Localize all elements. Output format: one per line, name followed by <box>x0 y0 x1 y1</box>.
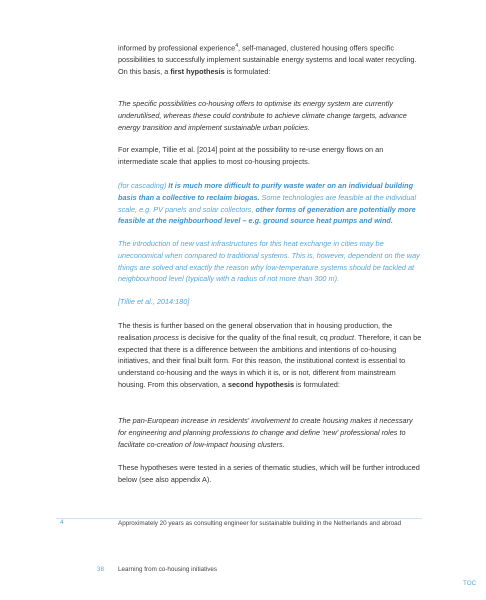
toc-link[interactable]: TOC <box>463 580 477 587</box>
second-hypothesis-label: second hypothesis <box>227 379 295 389</box>
paragraph-example: For example, Tillie et al. [2014] point at the possibility to re-use energy flows on an intermediate scale that applies to most co-housing projects. <box>118 145 384 166</box>
footnote-number: 4 <box>60 519 64 526</box>
intro-text: informed by professional experience <box>118 43 236 53</box>
first-hypothesis-label: first hypothesis <box>170 67 225 77</box>
paragraph-closing: These hypotheses were tested in a series of thematic studies, which will be further introduced below (see also appendix A). <box>118 463 420 484</box>
thesis-text-3: . Therefore, it can be expected that there is a difference between the ambitions and intentions of co-housing initiatives, and their final built form. For this reason, the institutional context is essential to understand co-housing and the ways in which it is, or is not, different from mainstream housing. From this observation, a <box>118 332 422 389</box>
footnote-ref[interactable]: 4 <box>235 43 239 49</box>
quote-infrastructure: The introduction of new vast infrastructures for this heat exchange in cities may be uneconomical when compared to traditional systems. This is, however, dependent on the way things are solved and exactly the reason why low-temperature systems should be tackled at neighbourhood level (typically with a radius of not more than 300 m). <box>118 239 420 284</box>
product-word: product <box>329 332 355 342</box>
hypothesis-one: The specific possibilities co-housing offers to optimise its energy system are currently underutilised, whereas these could contribute to achieve climate change targets, advance energy transition and implement sustainable urban policies. <box>118 99 407 132</box>
quote-prefix: (for cascading) <box>118 181 169 190</box>
footnote-text: Approximately 20 years as consulting engineer for sustainable building in the Netherlands and abroad <box>118 520 402 527</box>
paragraph-thesis <box>118 320 422 391</box>
paragraph-intro <box>118 41 422 78</box>
thesis-text-2: is decisive for the quality of the final result, cq <box>178 332 330 342</box>
thesis-text-4: is formulated: <box>294 379 340 389</box>
quote-emphasis-2: other forms of generation are potentially more feasible at the neighbourhood level – e.g. ground source heat pumps and wind. <box>118 204 416 226</box>
quote-cascading <box>118 180 422 227</box>
thesis-text: The thesis is further based on the general observation that in housing production, the realisation <box>118 321 393 342</box>
quote-emphasis-1: It is much more difficult to purify waste water on an individual building basis than a collective to reclaim biogas. <box>118 181 414 202</box>
intro-text-3: is formulated: <box>224 67 271 77</box>
hypothesis-two: The pan-European increase in residents' involvement to create housing makes it necessary for engineering and planning professions to change and define 'new' professional roles to facilitate co-creation of low-impact housing clusters. <box>118 416 413 449</box>
intro-text-2: , self-managed, clustered housing offers specific possibilities to successfully implement sustainable energy systems and local water recycling. On this basis, a <box>118 43 417 77</box>
quote-text: Some technologies are feasible at the individual scale, e.g. PV panels and solar collectors, <box>118 192 417 214</box>
process-word: process <box>153 332 179 342</box>
quote-citation: [Tillie et al., 2014:180] <box>118 297 190 306</box>
page-number: 38 <box>97 566 105 573</box>
running-title: Learning from co-housing initiatives <box>118 566 218 573</box>
